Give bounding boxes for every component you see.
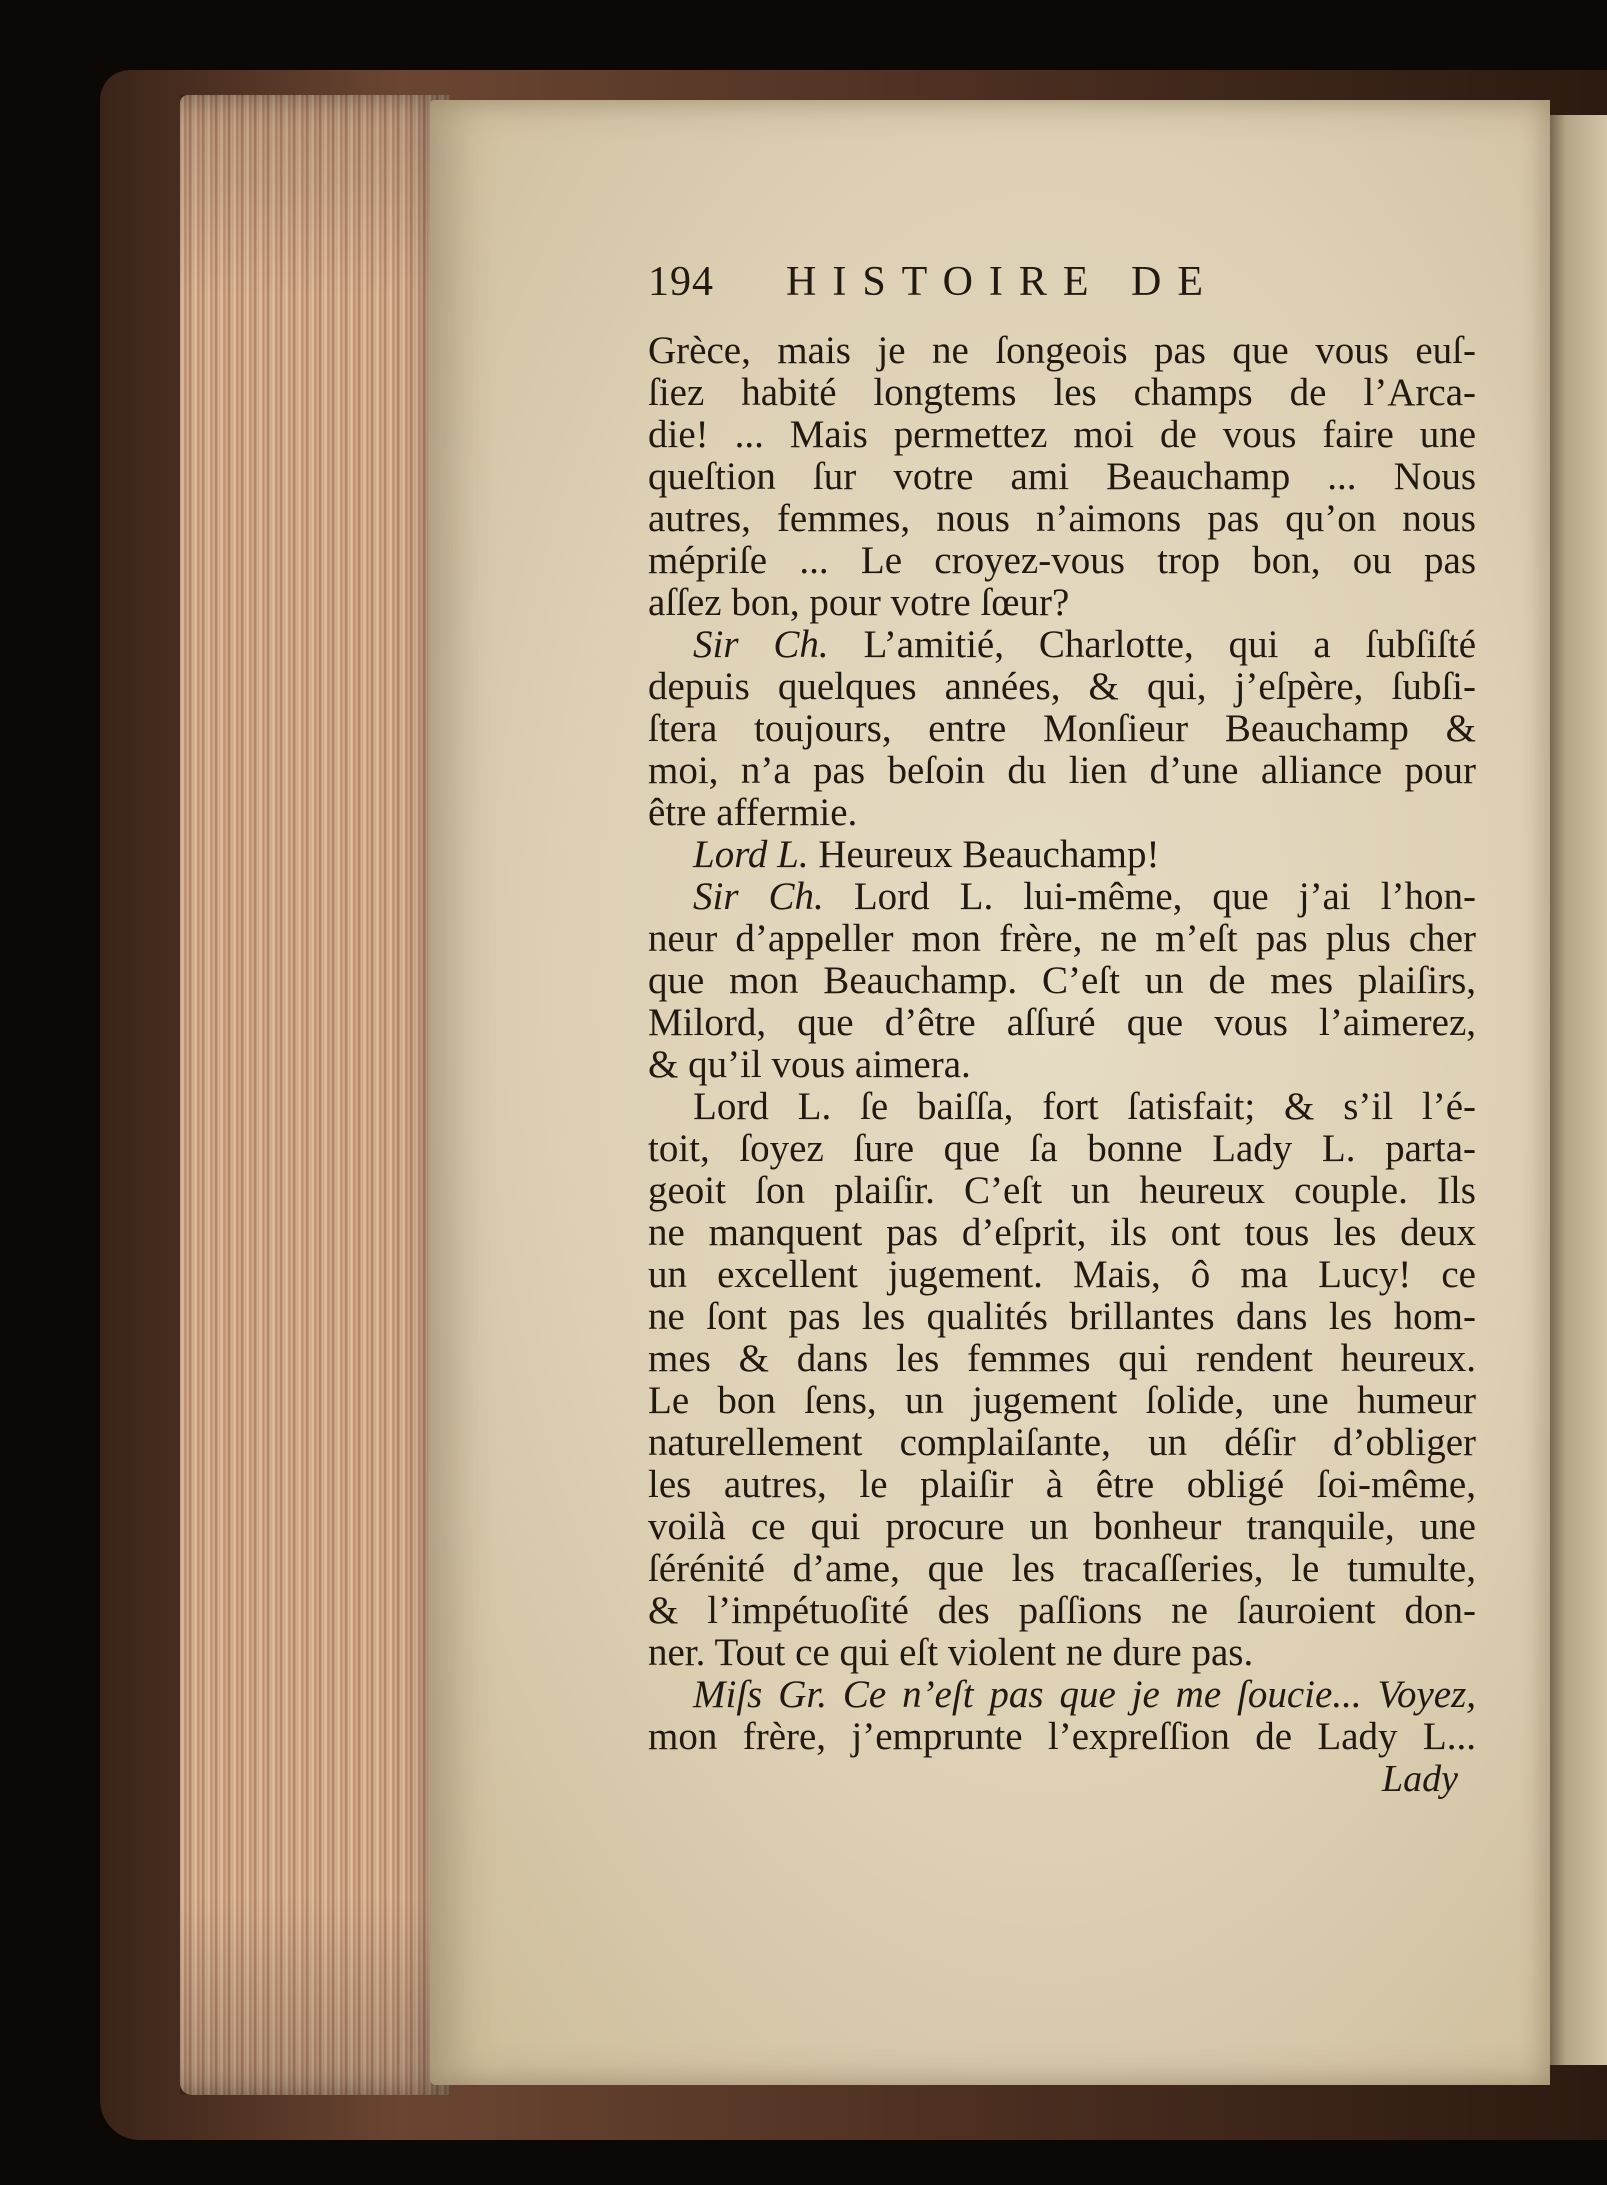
line-content: ne manquent pas d’eſprit, ils ont tous les deux (648, 1211, 1476, 1254)
line-content: voilà ce qui procure un bonheur tranquile, une (648, 1505, 1476, 1548)
text-line (648, 1422, 1476, 1464)
line-content: die! ... Mais permettez moi de vous faire une (648, 413, 1476, 456)
line-text (648, 1464, 1476, 1506)
line-content: Lord L. lui-même, que j’ai l’hon- (853, 875, 1477, 918)
line-content: Milord, que d’être aſſuré que vous l’aimerez, (648, 1001, 1476, 1044)
line-content: toit, ſoyez ſure que ſa bonne Lady L. parta- (648, 1127, 1476, 1170)
speaker-name: Sir Ch. (693, 875, 824, 918)
page-header (648, 258, 1476, 330)
speaker-name: Miſs Gr. (693, 1673, 827, 1716)
line-content: que mon Beauchamp. C’eſt un de mes plaiſirs, (648, 959, 1476, 1002)
text-line (648, 1464, 1476, 1506)
text-line (648, 792, 1476, 834)
line-content: ſiez habité longtems les champs de l’Arca- (648, 371, 1476, 414)
text-line (648, 1128, 1476, 1170)
line-content: autres, femmes, nous n’aimons pas qu’on nous (648, 497, 1476, 540)
line-content: un excellent jugement. Mais, ô ma Lucy! ce (648, 1253, 1476, 1296)
line-text (648, 750, 1476, 792)
line-content: aſſez bon, pour votre ſœur? (648, 581, 1070, 624)
line-text (648, 792, 857, 834)
body-text (648, 330, 1476, 1758)
line-text (648, 456, 1476, 498)
text-line (648, 624, 1476, 666)
text-line (648, 414, 1476, 456)
line-text (648, 330, 1476, 372)
line-text (693, 1086, 1476, 1128)
line-text (648, 540, 1476, 582)
text-line (648, 834, 1476, 876)
text-line (648, 456, 1476, 498)
text-line (648, 1716, 1476, 1758)
line-content: neur d’appeller mon frère, ne m’eſt pas plus cher (648, 917, 1476, 960)
line-text (648, 498, 1476, 540)
line-content: Ce n’eſt pas que je me ſoucie... Voyez, (842, 1673, 1476, 1716)
text-line (648, 1338, 1476, 1380)
line-text (648, 1338, 1476, 1380)
line-content: Heureux Beauchamp! (818, 833, 1160, 876)
line-text (648, 1044, 971, 1086)
text-line (648, 498, 1476, 540)
line-text (648, 1380, 1476, 1422)
running-head: HISTOIRE DE (786, 259, 1220, 305)
line-content: ſérénité d’ame, que les tracaſſeries, le tumulte, (648, 1547, 1476, 1590)
text-line (648, 1170, 1476, 1212)
line-text (693, 876, 1476, 918)
line-text (648, 1548, 1476, 1590)
line-content: mon frère, j’emprunte l’expreſſion de Lady L... (648, 1715, 1476, 1758)
line-text (648, 708, 1476, 750)
text-block (648, 258, 1476, 1800)
line-content: mépriſe ... Le croyez-vous trop bon, ou pas (648, 539, 1476, 582)
text-line (648, 1674, 1476, 1716)
page-number: 194 (648, 259, 714, 305)
line-content: queſtion ſur votre ami Beauchamp ... Nous (648, 455, 1476, 498)
line-text (648, 1002, 1476, 1044)
line-text (648, 1590, 1476, 1632)
line-content: & qu’il vous aimera. (648, 1043, 971, 1086)
line-text (648, 1170, 1476, 1212)
text-line (648, 918, 1476, 960)
text-line (648, 1632, 1476, 1674)
text-line (648, 1086, 1476, 1128)
text-line (648, 876, 1476, 918)
text-line (648, 330, 1476, 372)
text-line (648, 1548, 1476, 1590)
text-line (648, 666, 1476, 708)
line-text (693, 834, 1476, 876)
line-text (648, 1422, 1476, 1464)
text-line (648, 582, 1476, 624)
text-line (648, 1002, 1476, 1044)
line-text (648, 666, 1476, 708)
line-text (693, 1674, 1476, 1716)
line-text (648, 1128, 1476, 1170)
text-line (648, 1044, 1476, 1086)
line-text (648, 960, 1476, 1002)
line-text (648, 918, 1476, 960)
line-content: Lord L. ſe baiſſa, fort ſatisfait; & s’il l’é- (693, 1085, 1476, 1128)
line-text (648, 1632, 1253, 1674)
line-text (648, 414, 1476, 456)
text-line (648, 372, 1476, 414)
line-text (693, 624, 1476, 666)
line-content: mes & dans les femmes qui rendent heureux. (648, 1337, 1476, 1380)
line-content: les autres, le plaiſir à être obligé ſoi-même, (648, 1463, 1476, 1506)
line-content: être affermie. (648, 791, 858, 834)
line-content: naturellement complaiſante, un déſir d’obliger (648, 1421, 1476, 1464)
text-line (648, 1254, 1476, 1296)
line-text (648, 1716, 1476, 1758)
text-line (648, 750, 1476, 792)
line-text (648, 372, 1476, 414)
line-text (648, 1296, 1476, 1338)
speaker-name: Sir Ch. (693, 623, 829, 666)
line-content: ne ſont pas les qualités brillantes dans les hom- (648, 1295, 1476, 1338)
line-content: & l’impétuoſité des paſſions ne ſauroient don- (648, 1589, 1476, 1632)
line-content: depuis quelques années, & qui, j’eſpère, ſubſi- (648, 665, 1476, 708)
line-content: moi, n’a pas beſoin du lien d’une alliance pour (648, 749, 1476, 792)
catchword: Lady (1382, 1758, 1458, 1800)
page-edges (180, 95, 450, 2095)
line-text (648, 582, 1069, 624)
text-line (648, 1212, 1476, 1254)
line-text (648, 1254, 1476, 1296)
line-content: Le bon ſens, un jugement ſolide, une humeur (648, 1379, 1476, 1422)
text-line (648, 1296, 1476, 1338)
text-line (648, 1590, 1476, 1632)
facing-page-edge (1548, 115, 1607, 2065)
line-text (648, 1212, 1476, 1254)
line-text (648, 1506, 1476, 1548)
line-content: ner. Tout ce qui eſt violent ne dure pas. (648, 1631, 1254, 1674)
book-page (430, 100, 1550, 2085)
text-line (648, 1380, 1476, 1422)
line-content: ſtera toujours, entre Monſieur Beauchamp & (648, 707, 1476, 750)
line-content: Grèce, mais je ne ſongeois pas que vous euſ- (648, 329, 1476, 372)
text-line (648, 540, 1476, 582)
text-line (648, 708, 1476, 750)
text-line (648, 1506, 1476, 1548)
line-content: L’amitié, Charlotte, qui a ſubſiſté (863, 623, 1477, 666)
speaker-name: Lord L. (693, 833, 809, 876)
line-content: geoit ſon plaiſir. C’eſt un heureux couple. Ils (648, 1169, 1476, 1212)
text-line (648, 960, 1476, 1002)
